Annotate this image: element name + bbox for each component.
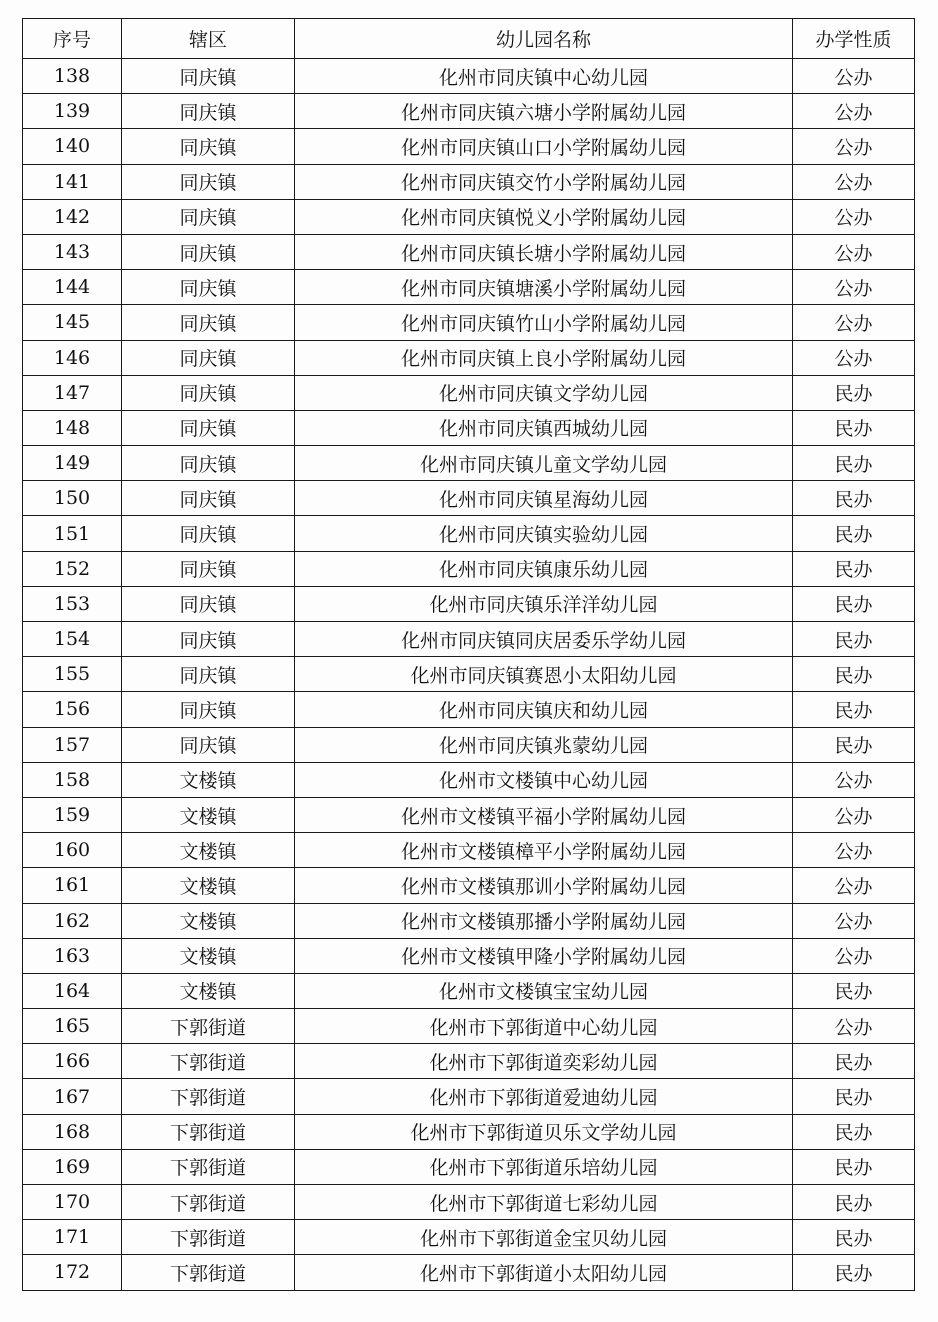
cell-district: 下郭街道 [122, 1220, 295, 1255]
cell-kindergarten-name: 化州市文楼镇中心幼儿园 [295, 762, 793, 797]
cell-school-type: 民办 [793, 1255, 915, 1290]
cell-index: 170 [23, 1185, 122, 1220]
table-row [23, 129, 915, 164]
cell-kindergarten-name: 化州市下郭街道乐培幼儿园 [295, 1149, 793, 1184]
cell-kindergarten-name: 化州市文楼镇樟平小学附属幼儿园 [295, 833, 793, 868]
cell-index: 161 [23, 868, 122, 903]
header-row [23, 19, 915, 59]
table-row [23, 270, 915, 305]
cell-kindergarten-name: 化州市同庆镇星海幼儿园 [295, 481, 793, 516]
cell-district: 同庆镇 [122, 234, 295, 269]
cell-school-type: 民办 [793, 1044, 915, 1079]
table-row [23, 1185, 915, 1220]
cell-school-type: 民办 [793, 1149, 915, 1184]
cell-index: 141 [23, 164, 122, 199]
cell-index: 138 [23, 59, 122, 94]
cell-district: 同庆镇 [122, 657, 295, 692]
table-row [23, 1044, 915, 1079]
cell-kindergarten-name: 化州市同庆镇乐洋洋幼儿园 [295, 586, 793, 621]
cell-kindergarten-name: 化州市同庆镇庆和幼儿园 [295, 692, 793, 727]
cell-kindergarten-name: 化州市同庆镇实验幼儿园 [295, 516, 793, 551]
table-row [23, 375, 915, 410]
cell-district: 同庆镇 [122, 586, 295, 621]
cell-district: 同庆镇 [122, 692, 295, 727]
cell-school-type: 公办 [793, 868, 915, 903]
cell-kindergarten-name: 化州市同庆镇康乐幼儿园 [295, 551, 793, 586]
table-body [23, 59, 915, 1291]
cell-district: 同庆镇 [122, 410, 295, 445]
cell-school-type: 公办 [793, 234, 915, 269]
cell-kindergarten-name: 化州市文楼镇平福小学附属幼儿园 [295, 797, 793, 832]
cell-index: 169 [23, 1149, 122, 1184]
table-row [23, 340, 915, 375]
table-row [23, 903, 915, 938]
cell-kindergarten-name: 化州市下郭街道奕彩幼儿园 [295, 1044, 793, 1079]
table-row [23, 481, 915, 516]
cell-kindergarten-name: 化州市下郭街道金宝贝幼儿园 [295, 1220, 793, 1255]
kindergarten-table [22, 18, 915, 1291]
cell-index: 151 [23, 516, 122, 551]
cell-index: 171 [23, 1220, 122, 1255]
cell-district: 文楼镇 [122, 973, 295, 1008]
header-district: 辖区 [122, 19, 295, 59]
cell-school-type: 公办 [793, 762, 915, 797]
table-row [23, 938, 915, 973]
cell-district: 同庆镇 [122, 446, 295, 481]
cell-index: 160 [23, 833, 122, 868]
table-row [23, 868, 915, 903]
table-row [23, 59, 915, 94]
table-row [23, 1009, 915, 1044]
table-row [23, 1255, 915, 1290]
cell-index: 157 [23, 727, 122, 762]
cell-index: 172 [23, 1255, 122, 1290]
cell-index: 144 [23, 270, 122, 305]
cell-district: 下郭街道 [122, 1044, 295, 1079]
cell-index: 143 [23, 234, 122, 269]
cell-school-type: 公办 [793, 340, 915, 375]
cell-district: 下郭街道 [122, 1255, 295, 1290]
header-kindergarten-name: 幼儿园名称 [295, 19, 793, 59]
cell-kindergarten-name: 化州市同庆镇西城幼儿园 [295, 410, 793, 445]
table-row [23, 727, 915, 762]
table-row [23, 410, 915, 445]
table-row [23, 586, 915, 621]
cell-kindergarten-name: 化州市下郭街道小太阳幼儿园 [295, 1255, 793, 1290]
cell-school-type: 民办 [793, 657, 915, 692]
cell-school-type: 民办 [793, 516, 915, 551]
table-header [23, 19, 915, 59]
cell-index: 168 [23, 1114, 122, 1149]
cell-school-type: 民办 [793, 551, 915, 586]
cell-kindergarten-name: 化州市同庆镇塘溪小学附属幼儿园 [295, 270, 793, 305]
cell-district: 同庆镇 [122, 199, 295, 234]
table-row [23, 94, 915, 129]
cell-index: 167 [23, 1079, 122, 1114]
cell-index: 156 [23, 692, 122, 727]
cell-school-type: 民办 [793, 375, 915, 410]
cell-school-type: 公办 [793, 305, 915, 340]
cell-district: 下郭街道 [122, 1149, 295, 1184]
cell-district: 同庆镇 [122, 129, 295, 164]
table-row [23, 833, 915, 868]
table-row [23, 762, 915, 797]
cell-school-type: 民办 [793, 973, 915, 1008]
cell-kindergarten-name: 化州市文楼镇那训小学附属幼儿园 [295, 868, 793, 903]
cell-district: 同庆镇 [122, 481, 295, 516]
cell-index: 146 [23, 340, 122, 375]
cell-index: 142 [23, 199, 122, 234]
cell-district: 文楼镇 [122, 762, 295, 797]
table-row [23, 973, 915, 1008]
cell-school-type: 民办 [793, 481, 915, 516]
cell-kindergarten-name: 化州市下郭街道中心幼儿园 [295, 1009, 793, 1044]
cell-school-type: 公办 [793, 1009, 915, 1044]
cell-index: 148 [23, 410, 122, 445]
cell-district: 文楼镇 [122, 868, 295, 903]
cell-school-type: 民办 [793, 1114, 915, 1149]
cell-index: 145 [23, 305, 122, 340]
cell-district: 同庆镇 [122, 375, 295, 410]
cell-school-type: 公办 [793, 938, 915, 973]
cell-kindergarten-name: 化州市文楼镇宝宝幼儿园 [295, 973, 793, 1008]
table-row [23, 164, 915, 199]
cell-district: 文楼镇 [122, 938, 295, 973]
cell-district: 同庆镇 [122, 551, 295, 586]
header-index: 序号 [23, 19, 122, 59]
table-row [23, 797, 915, 832]
cell-index: 159 [23, 797, 122, 832]
cell-index: 165 [23, 1009, 122, 1044]
table-row [23, 1149, 915, 1184]
cell-index: 150 [23, 481, 122, 516]
cell-district: 文楼镇 [122, 797, 295, 832]
cell-index: 152 [23, 551, 122, 586]
cell-district: 下郭街道 [122, 1079, 295, 1114]
cell-school-type: 公办 [793, 833, 915, 868]
cell-school-type: 公办 [793, 797, 915, 832]
cell-school-type: 公办 [793, 59, 915, 94]
cell-school-type: 公办 [793, 94, 915, 129]
cell-kindergarten-name: 化州市同庆镇交竹小学附属幼儿园 [295, 164, 793, 199]
cell-index: 153 [23, 586, 122, 621]
table-row [23, 234, 915, 269]
cell-kindergarten-name: 化州市下郭街道七彩幼儿园 [295, 1185, 793, 1220]
table-row [23, 199, 915, 234]
table-row [23, 657, 915, 692]
cell-district: 下郭街道 [122, 1185, 295, 1220]
cell-index: 139 [23, 94, 122, 129]
cell-kindergarten-name: 化州市下郭街道贝乐文学幼儿园 [295, 1114, 793, 1149]
table-row [23, 305, 915, 340]
cell-index: 164 [23, 973, 122, 1008]
cell-school-type: 公办 [793, 199, 915, 234]
cell-kindergarten-name: 化州市同庆镇山口小学附属幼儿园 [295, 129, 793, 164]
cell-index: 140 [23, 129, 122, 164]
cell-index: 163 [23, 938, 122, 973]
cell-index: 154 [23, 622, 122, 657]
cell-school-type: 民办 [793, 727, 915, 762]
cell-index: 162 [23, 903, 122, 938]
cell-kindergarten-name: 化州市同庆镇文学幼儿园 [295, 375, 793, 410]
cell-kindergarten-name: 化州市同庆镇赛恩小太阳幼儿园 [295, 657, 793, 692]
table-row [23, 1079, 915, 1114]
cell-school-type: 民办 [793, 446, 915, 481]
cell-school-type: 公办 [793, 270, 915, 305]
cell-index: 158 [23, 762, 122, 797]
table-row [23, 551, 915, 586]
cell-district: 同庆镇 [122, 305, 295, 340]
cell-district: 下郭街道 [122, 1009, 295, 1044]
cell-district: 同庆镇 [122, 164, 295, 199]
cell-index: 149 [23, 446, 122, 481]
header-school-type: 办学性质 [793, 19, 915, 59]
cell-district: 同庆镇 [122, 516, 295, 551]
cell-index: 147 [23, 375, 122, 410]
table-row [23, 692, 915, 727]
cell-school-type: 民办 [793, 692, 915, 727]
cell-district: 文楼镇 [122, 833, 295, 868]
table-row [23, 516, 915, 551]
cell-kindergarten-name: 化州市同庆镇竹山小学附属幼儿园 [295, 305, 793, 340]
cell-school-type: 公办 [793, 164, 915, 199]
cell-school-type: 公办 [793, 129, 915, 164]
cell-index: 166 [23, 1044, 122, 1079]
cell-district: 文楼镇 [122, 903, 295, 938]
cell-school-type: 民办 [793, 622, 915, 657]
cell-kindergarten-name: 化州市下郭街道爱迪幼儿园 [295, 1079, 793, 1114]
cell-district: 同庆镇 [122, 59, 295, 94]
cell-school-type: 民办 [793, 410, 915, 445]
table-row [23, 1220, 915, 1255]
cell-kindergarten-name: 化州市文楼镇那播小学附属幼儿园 [295, 903, 793, 938]
cell-kindergarten-name: 化州市同庆镇同庆居委乐学幼儿园 [295, 622, 793, 657]
cell-district: 同庆镇 [122, 340, 295, 375]
cell-school-type: 民办 [793, 1185, 915, 1220]
cell-kindergarten-name: 化州市同庆镇兆蒙幼儿园 [295, 727, 793, 762]
cell-kindergarten-name: 化州市同庆镇儿童文学幼儿园 [295, 446, 793, 481]
cell-district: 同庆镇 [122, 622, 295, 657]
cell-school-type: 公办 [793, 903, 915, 938]
cell-school-type: 民办 [793, 1220, 915, 1255]
cell-district: 同庆镇 [122, 727, 295, 762]
cell-kindergarten-name: 化州市同庆镇悦义小学附属幼儿园 [295, 199, 793, 234]
cell-kindergarten-name: 化州市同庆镇六塘小学附属幼儿园 [295, 94, 793, 129]
cell-school-type: 民办 [793, 1079, 915, 1114]
cell-kindergarten-name: 化州市同庆镇上良小学附属幼儿园 [295, 340, 793, 375]
table-row [23, 622, 915, 657]
cell-school-type: 民办 [793, 586, 915, 621]
cell-district: 同庆镇 [122, 270, 295, 305]
cell-kindergarten-name: 化州市同庆镇长塘小学附属幼儿园 [295, 234, 793, 269]
cell-index: 155 [23, 657, 122, 692]
table-row [23, 446, 915, 481]
cell-district: 同庆镇 [122, 94, 295, 129]
table-row [23, 1114, 915, 1149]
cell-district: 下郭街道 [122, 1114, 295, 1149]
cell-kindergarten-name: 化州市同庆镇中心幼儿园 [295, 59, 793, 94]
cell-kindergarten-name: 化州市文楼镇甲隆小学附属幼儿园 [295, 938, 793, 973]
